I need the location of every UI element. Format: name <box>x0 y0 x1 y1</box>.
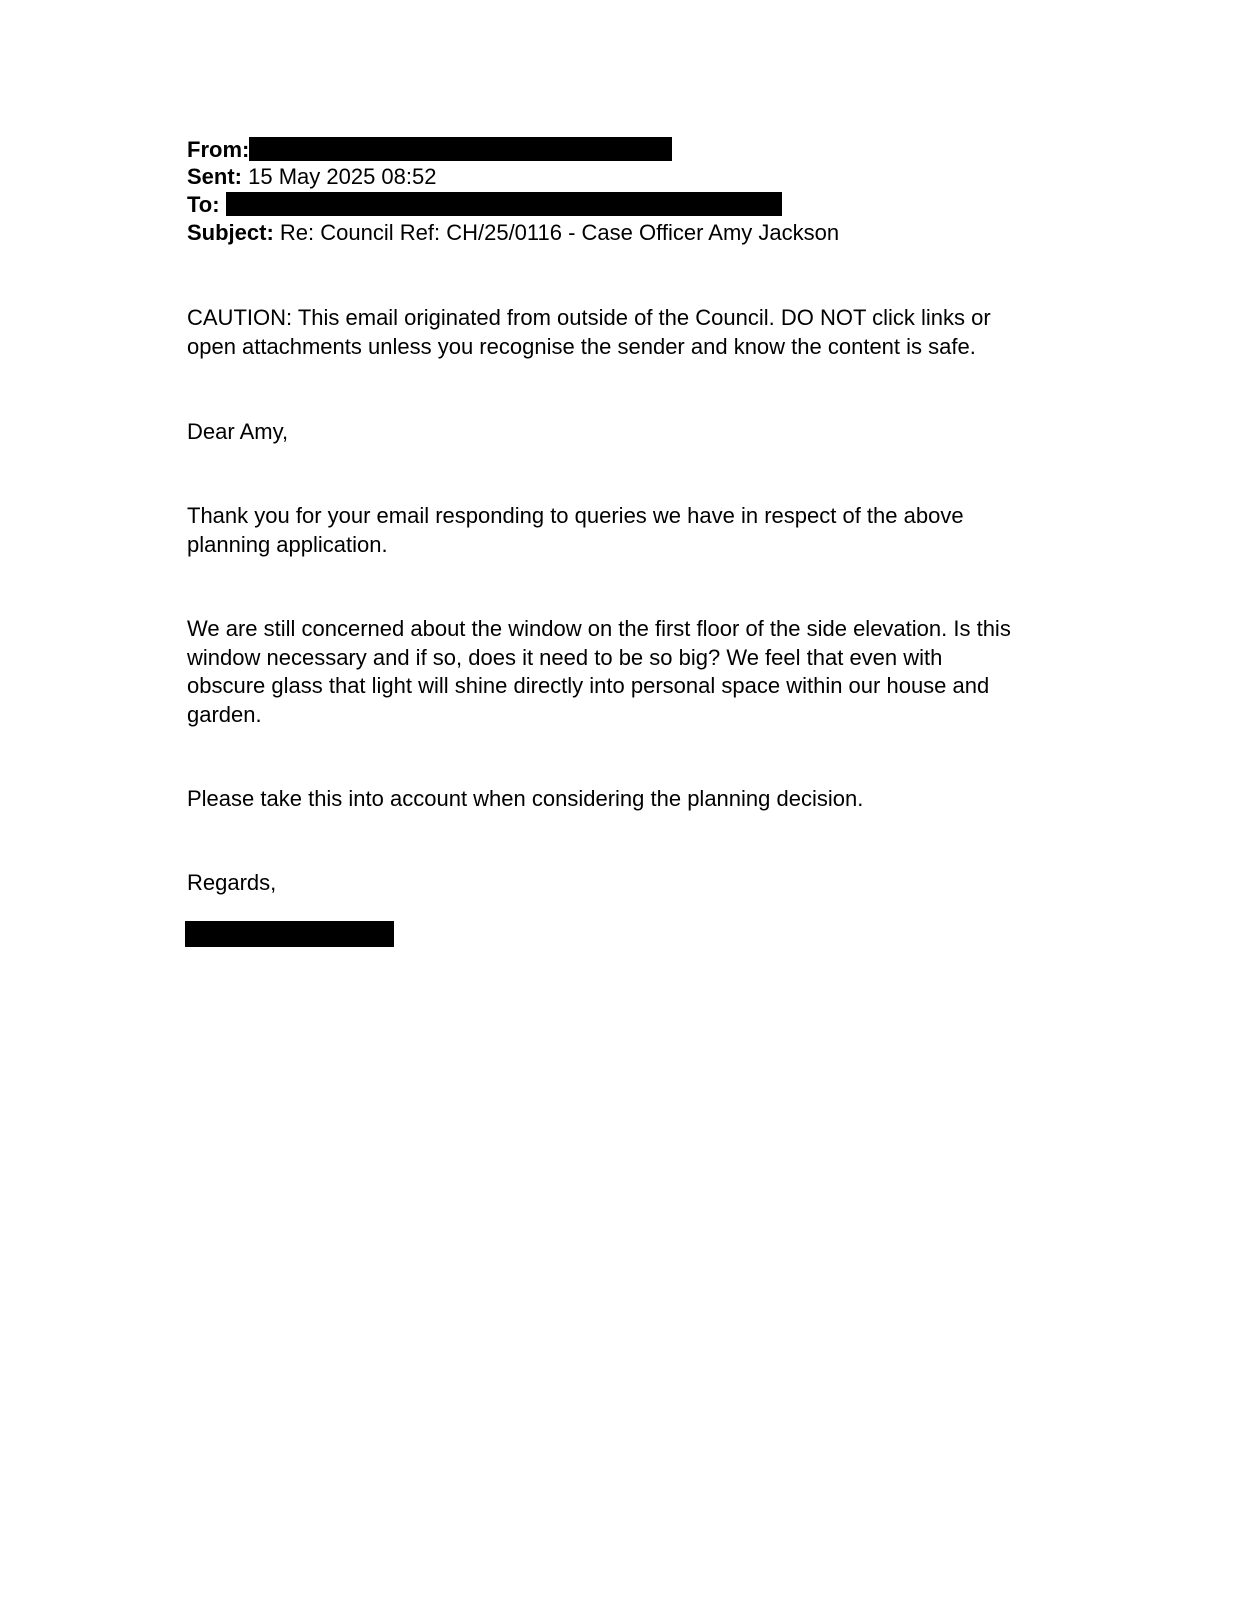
paragraph-1-line-1: Thank you for your email responding to queries we have in respect of the above <box>187 503 964 528</box>
to-label: To: <box>187 192 220 217</box>
subject-value: Re: Council Ref: CH/25/0116 - Case Officer Amy Jackson <box>279 220 840 245</box>
to-redaction <box>226 192 782 216</box>
caution-line-1: CAUTION: This email originated from outside of the Council. DO NOT click links or <box>187 305 991 330</box>
sent-value: 15 May 2025 08:52 <box>248 164 437 189</box>
from-redaction <box>249 137 672 161</box>
caution-notice <box>187 304 991 361</box>
from-label: From: <box>187 137 250 162</box>
closing: Regards, <box>187 870 277 895</box>
paragraph-2 <box>187 615 1011 729</box>
paragraph-1-line-2: planning application. <box>187 531 388 557</box>
signature-redaction <box>185 921 394 947</box>
sent-row <box>187 163 437 191</box>
greeting: Dear Amy, <box>187 419 289 444</box>
to-row <box>187 191 782 219</box>
paragraph-2-line-1: We are still concerned about the window on the first floor of the side elevation. Is this <box>187 616 1011 641</box>
sent-label: Sent: <box>187 164 242 189</box>
paragraph-2-line-4: garden. <box>187 701 262 727</box>
paragraph-3: Please take this into account when considering the planning decision. <box>187 786 864 811</box>
paragraph-2-line-2: window necessary and if so, does it need to be so big? We feel that even with <box>187 644 943 670</box>
subject-label: Subject: <box>187 220 274 245</box>
from-row <box>187 136 672 164</box>
subject-row <box>187 219 839 247</box>
paragraph-2-line-3: obscure glass that light will shine directly into personal space within our house and <box>187 673 990 698</box>
caution-line-2: open attachments unless you recognise the sender and know the content is safe. <box>187 333 976 359</box>
paragraph-1 <box>187 502 964 559</box>
